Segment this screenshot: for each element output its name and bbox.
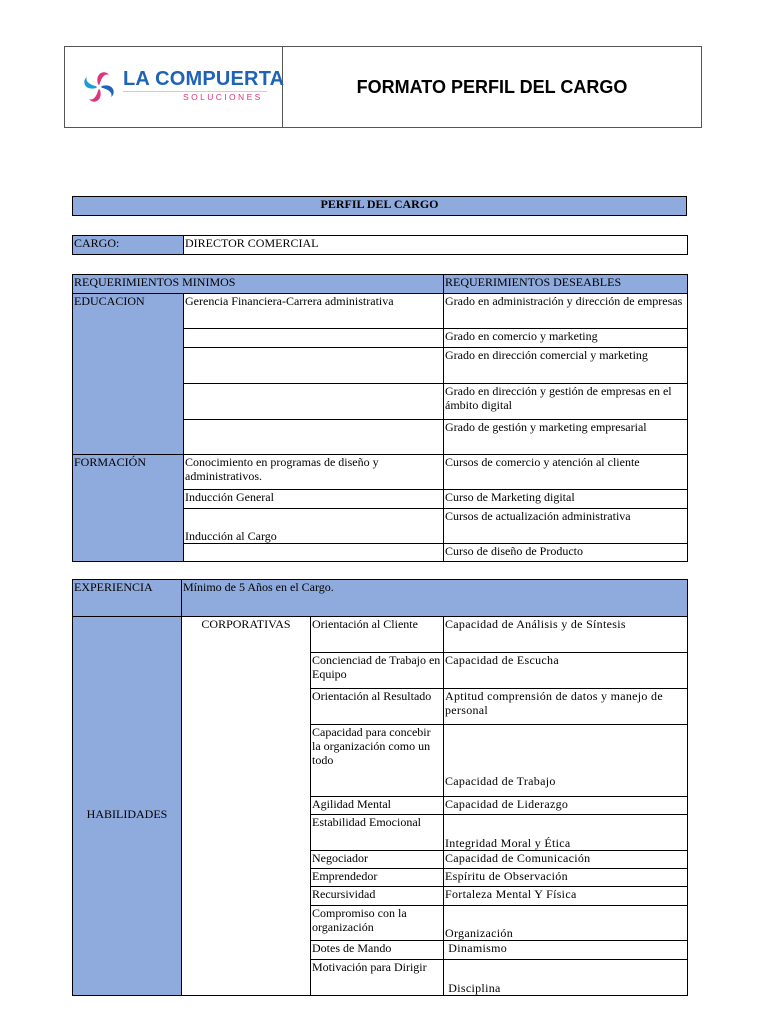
training-min-cell bbox=[184, 544, 444, 562]
corporate-skill-cell: Negociador bbox=[311, 851, 444, 869]
perfil-title: PERFIL DEL CARGO bbox=[73, 197, 687, 216]
corporate-skill-cell: Orientación al Resultado bbox=[311, 689, 444, 725]
corporate-skill-cell: Dotes de Mando bbox=[311, 941, 444, 960]
skill-cell: Integridad Moral y Ética bbox=[444, 815, 688, 851]
corporate-skill-cell: Capacidad para concebir la organización como un todo bbox=[311, 725, 444, 797]
education-min-cell: Gerencia Financiera-Carrera administrativa bbox=[184, 294, 444, 329]
cargo-table bbox=[72, 235, 688, 255]
skills-label: HABILIDADES bbox=[73, 617, 182, 996]
experience-value: Mínimo de 5 Años en el Cargo. bbox=[182, 580, 688, 617]
skill-cell: Fortaleza Mental Y Física bbox=[444, 887, 688, 906]
cargo-value: DIRECTOR COMERCIAL bbox=[184, 236, 688, 255]
corporate-skill-cell: Recursividad bbox=[311, 887, 444, 906]
logo-name: LA COMPUERTA bbox=[123, 68, 285, 90]
corporate-group-label: CORPORATIVAS bbox=[182, 617, 311, 996]
education-min-cell bbox=[184, 384, 444, 420]
corporate-skill-cell: Agilidad Mental bbox=[311, 797, 444, 815]
skill-cell: Espíritu de Observación bbox=[444, 869, 688, 887]
training-des-cell: Cursos de comercio y atención al cliente bbox=[444, 455, 688, 490]
education-min-cell bbox=[184, 329, 444, 348]
training-min-cell: Inducción al Cargo bbox=[184, 509, 444, 544]
education-des-cell: Grado de gestión y marketing empresarial bbox=[444, 420, 688, 455]
training-min-cell: Inducción General bbox=[184, 490, 444, 509]
education-min-cell bbox=[184, 420, 444, 455]
training-des-cell: Curso de diseño de Producto bbox=[444, 544, 688, 562]
logo-subtitle: SOLUCIONES bbox=[183, 92, 263, 102]
skill-cell: Capacidad de Trabajo bbox=[444, 725, 688, 797]
desirable-requirements-header: REQUERIMIENTOS DESEABLES bbox=[444, 275, 688, 294]
corporate-skill-cell: Concienciad de Trabajo en Equipo bbox=[311, 653, 444, 689]
page-title: FORMATO PERFIL DEL CARGO bbox=[356, 76, 628, 97]
corporate-skill-cell: Estabilidad Emocional bbox=[311, 815, 444, 851]
skill-cell: Organización bbox=[444, 906, 688, 941]
skill-cell: Capacidad de Escucha bbox=[444, 653, 688, 689]
skill-cell: Capacidad de Comunicación bbox=[444, 851, 688, 869]
education-des-cell: Grado en administración y dirección de empresas bbox=[444, 294, 688, 329]
cargo-label: CARGO: bbox=[73, 236, 184, 255]
training-des-cell: Cursos de actualización administrativa bbox=[444, 509, 688, 544]
education-des-cell: Grado en comercio y marketing bbox=[444, 329, 688, 348]
pinwheel-logo-icon bbox=[79, 67, 119, 107]
education-des-cell: Grado en dirección comercial y marketing bbox=[444, 348, 688, 384]
perfil-title-table bbox=[72, 196, 687, 216]
education-min-cell bbox=[184, 348, 444, 384]
corporate-skill-cell: Motivación para Dirigir bbox=[311, 960, 444, 996]
document-header bbox=[64, 46, 702, 128]
skill-cell: Disciplina bbox=[444, 960, 688, 996]
training-min-cell: Conocimiento en programas de diseño y administrativos. bbox=[184, 455, 444, 490]
corporate-skill-cell: Orientación al Cliente bbox=[311, 617, 444, 653]
corporate-skill-cell: Emprendedor bbox=[311, 869, 444, 887]
requirements-table bbox=[72, 274, 688, 562]
training-label: FORMACIÓN bbox=[73, 455, 184, 562]
skill-cell: Capacidad de Análisis y de Síntesis bbox=[444, 617, 688, 653]
skill-cell: Aptitud comprensión de datos y manejo de personal bbox=[444, 689, 688, 725]
skill-cell: Dinamismo bbox=[444, 941, 688, 960]
company-logo bbox=[65, 47, 283, 127]
education-label: EDUCACION bbox=[73, 294, 184, 455]
skills-table bbox=[72, 579, 688, 996]
training-des-cell: Curso de Marketing digital bbox=[444, 490, 688, 509]
corporate-skill-cell: Compromiso con la organización bbox=[311, 906, 444, 941]
experience-label: EXPERIENCIA bbox=[73, 580, 182, 617]
skill-cell: Capacidad de Liderazgo bbox=[444, 797, 688, 815]
education-des-cell: Grado en dirección y gestión de empresas en el ámbito digital bbox=[444, 384, 688, 420]
min-requirements-header: REQUERIMIENTOS MINIMOS bbox=[73, 275, 444, 294]
